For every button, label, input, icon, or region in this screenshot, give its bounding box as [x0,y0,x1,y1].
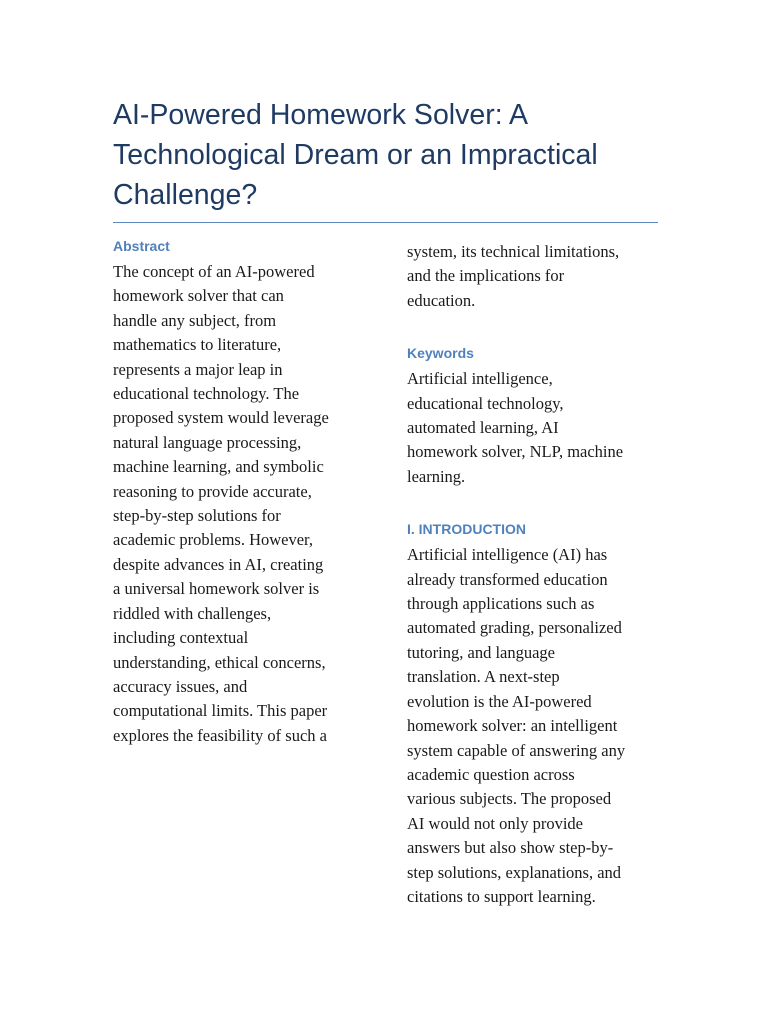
abstract-line: accuracy issues, and [113,676,248,696]
keywords-text [407,367,662,489]
abstract-line: proposed system would leverage [113,408,329,428]
introduction-line: translation. A next-step [407,667,560,687]
introduction-line: Artificial intelligence (AI) has [407,545,608,565]
abstract-line: natural language processing, [113,432,302,452]
abstract-continued-text [407,240,662,313]
introduction-line: automated grading, personalized [407,618,622,638]
title-line: Challenge? [113,179,258,211]
abstract-line: computational limits. This paper [113,701,328,721]
abstract-line: understanding, ethical concerns, [113,652,326,672]
abstract-line: explores the feasibility of such a [113,725,327,745]
introduction-text [407,543,662,909]
introduction-line: system capable of answering any [407,740,626,760]
abstract-line: mathematics to literature, [113,335,282,355]
abstract-line: despite advances in AI, creating [113,554,324,574]
title-line: Technological Dream or an Impractical [113,139,598,171]
title-line: AI-Powered Homework Solver: A [113,99,528,131]
introduction-heading: I. INTRODUCTION [407,521,526,538]
paper-title [113,95,658,215]
keywords-line: Artificial intelligence, [407,369,553,389]
abstract-line: including contextual [113,628,249,648]
abstract-line: reasoning to provide accurate, [113,481,312,501]
introduction-line: answers but also show step-by- [407,838,614,858]
section-spacer [407,489,662,519]
keywords-line: automated learning, AI [407,418,559,438]
abstract-line: and the implications for [407,266,565,286]
abstract-line: handle any subject, from [113,310,277,330]
abstract-heading: Abstract [113,238,170,254]
keywords-line: homework solver, NLP, machine [407,442,624,462]
abstract-line: a universal homework solver is [113,579,320,599]
keywords-line: educational technology, [407,393,564,413]
abstract-line: academic problems. However, [113,530,314,550]
introduction-line: already transformed education [407,569,608,589]
abstract-line: The concept of an AI-powered [113,262,315,281]
keywords-heading: Keywords [407,345,474,362]
abstract-text [113,260,368,748]
left-column [113,236,368,748]
keywords-line: learning. [407,466,466,486]
abstract-line: system, its technical limitations, [407,242,620,261]
introduction-line: step solutions, explanations, and [407,862,622,882]
introduction-line: citations to support learning. [407,886,596,906]
introduction-line: various subjects. The proposed [407,789,612,809]
introduction-line: tutoring, and language [407,642,556,662]
right-column [407,240,662,909]
introduction-line: AI would not only provide [407,813,583,833]
abstract-line: step-by-step solutions for [113,506,281,526]
abstract-line: riddled with challenges, [113,603,272,623]
introduction-line: through applications such as [407,594,595,614]
abstract-line: education. [407,290,476,310]
abstract-line: machine learning, and symbolic [113,457,324,477]
section-spacer [407,313,662,343]
introduction-line: homework solver: an intelligent [407,716,618,736]
title-divider [113,222,658,223]
introduction-line: evolution is the AI-powered [407,691,592,711]
introduction-line: academic question across [407,764,575,784]
abstract-line: represents a major leap in [113,359,283,379]
abstract-line: educational technology. The [113,384,300,404]
abstract-line: homework solver that can [113,286,284,306]
